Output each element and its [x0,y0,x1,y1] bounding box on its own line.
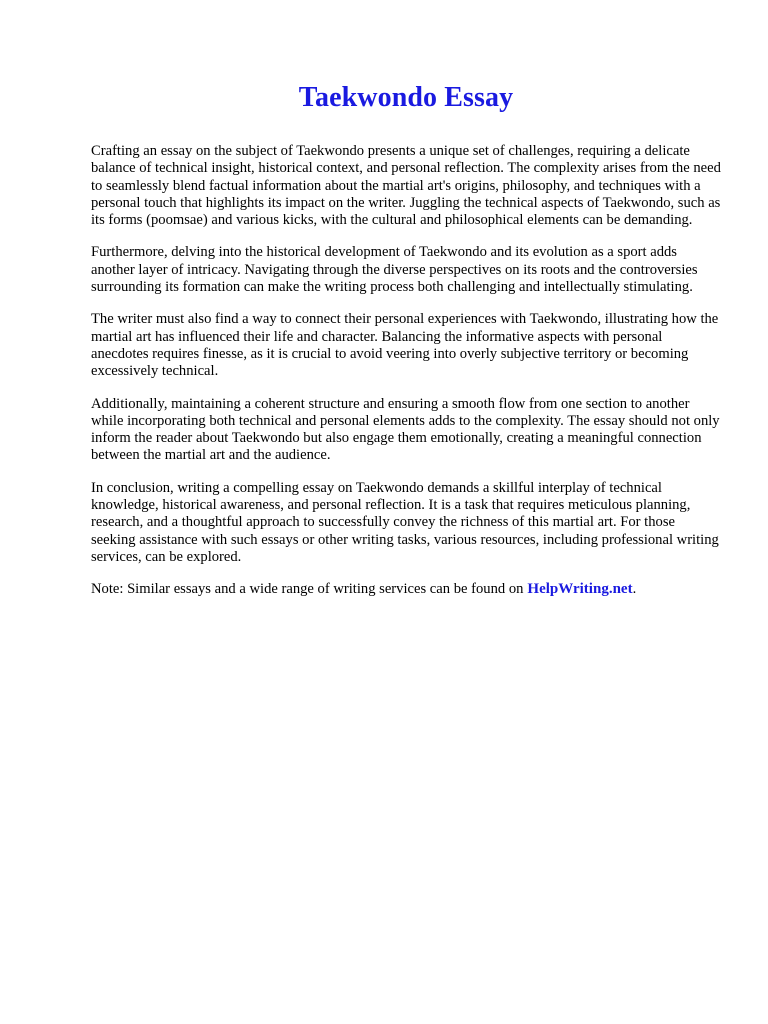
note-text: Note: Similar essays and a wide range of writing services can be found on [91,581,524,598]
paragraph-4: Additionally, maintaining a coherent structure and ensuring a smooth flow from one section to another while incorporating both technical and personal elements adds to the complexity. The essay should not only inform the reader about Taekwondo but also engage them emotionally, creating a meaningful connection between the martial art and the audience. [91,395,720,464]
paragraph-3: The writer must also find a way to connect their personal experiences with Taekwondo, illustrating how the martial art has influenced their life and character. Balancing the informative aspects with personal anecdotes requires finesse, as it is crucial to avoid veering into overly subjective territory or becoming excessively technical. [91,311,719,380]
paragraph-2: Furthermore, delving into the historical development of Taekwondo and its evolution as a sport adds another layer of intricacy. Navigating through the diverse perspectives on its roots and the controversies surrounding its formation can make the writing process both challenging and intellectually stimulating. [91,244,698,296]
page-title: Taekwondo Essay [298,82,514,113]
note-trailing: . [632,581,637,598]
paragraph-1: Crafting an essay on the subject of Taekwondo presents a unique set of challenges, requiring a delicate balance of technical insight, historical context, and personal reflection. The complexity arises from the need to seamlessly blend factual information about the martial art's origins, philosophy, and techniques with a personal touch that highlights its impact on the writer. Juggling the technical aspects of Taekwondo, such as its forms (poomsae) and various kicks, with the cultural and philosophical elements can be demanding. [91,143,721,229]
note-line [91,581,721,598]
helpwriting-link[interactable]: HelpWriting.net [527,581,633,598]
paragraph-5: In conclusion, writing a compelling essay on Taekwondo demands a skillful interplay of technical knowledge, historical awareness, and personal reflection. It is a task that requires meticulous planning, research, and a thoughtful approach to successfully convey the richness of this martial art. For those seeking assistance with such essays or other writing tasks, various resources, including professional writing services, can be explored. [91,479,719,565]
document-page [91,80,721,599]
